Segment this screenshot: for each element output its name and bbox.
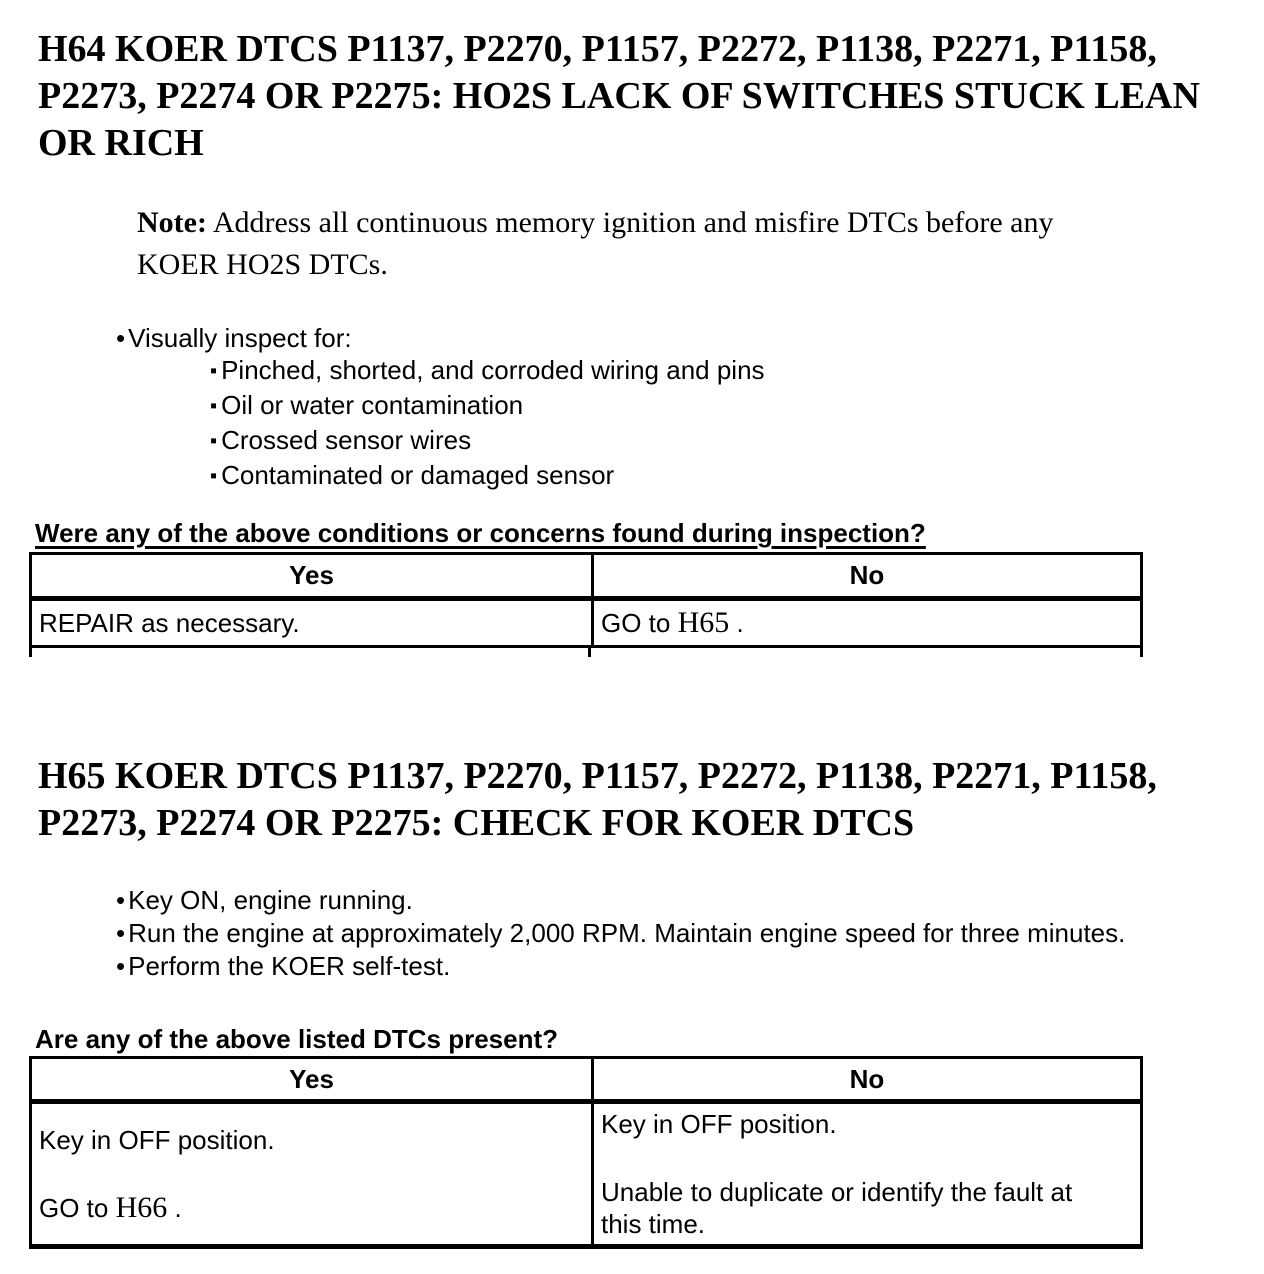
no-action-cell — [591, 1104, 1140, 1244]
bullet-icon: • — [116, 918, 126, 948]
square-bullet-icon: ▪ — [210, 395, 218, 417]
action-text: Unable to duplicate or identify the fault at this time. — [601, 1177, 1073, 1239]
table-border-stub — [29, 648, 32, 657]
table-header-row — [32, 1059, 1140, 1104]
period-text: . — [167, 1193, 182, 1223]
decision-table-h64 — [29, 552, 1143, 648]
action-text — [601, 607, 1133, 639]
list-item — [210, 354, 1256, 389]
koer-bullet-list — [116, 884, 1256, 983]
h66-link[interactable]: H66 — [115, 1191, 168, 1224]
section-h64-title — [38, 26, 1248, 167]
bullet-icon: • — [116, 885, 126, 915]
section-h65-title — [38, 753, 1248, 847]
list-item-text: Crossed sensor wires — [221, 425, 472, 455]
list-item-text: Perform the KOER self-test. — [128, 951, 451, 981]
period-text: . — [729, 608, 744, 638]
no-header-cell: No — [591, 555, 1140, 596]
list-item-text: Run the engine at approximately 2,000 RPM. Maintain engine speed for three minutes. — [128, 918, 1126, 948]
list-item-text: Visually inspect for: — [128, 323, 352, 353]
yes-header-cell: Yes — [289, 560, 334, 590]
list-item-text: Contaminated or damaged sensor — [221, 460, 615, 490]
title-line: H64 KOER DTCS P1137, P2270, P1157, P2272, P1138, P2271, P1158, — [38, 28, 1157, 70]
list-item-text: Oil or water contamination — [221, 390, 524, 420]
action-text: Key in OFF position. — [39, 1125, 275, 1155]
list-item — [116, 917, 1256, 950]
table-border-stub — [1140, 648, 1143, 657]
title-line: OR RICH — [38, 122, 204, 164]
list-item — [116, 950, 1256, 983]
inspection-bullet-list — [116, 322, 1256, 494]
list-item-text: Pinched, shorted, and corroded wiring and pins — [221, 355, 765, 385]
yes-header-cell: Yes — [289, 1063, 334, 1094]
action-text: REPAIR as necessary. — [39, 608, 300, 638]
bullet-icon: • — [116, 323, 126, 353]
decision-table-h65 — [29, 1056, 1143, 1249]
note-paragraph — [137, 202, 1177, 286]
title-line: H65 KOER DTCS P1137, P2270, P1157, P2272, P1138, P2271, P1158, — [38, 755, 1157, 797]
no-header-cell: No — [591, 1059, 1140, 1099]
square-bullet-icon: ▪ — [210, 360, 218, 382]
list-item — [210, 389, 1256, 424]
action-text: Key in OFF position. — [601, 1109, 837, 1139]
list-item-text: Key ON, engine running. — [128, 885, 413, 915]
yes-action-cell — [32, 1104, 591, 1244]
table-border-stub — [588, 648, 591, 657]
inspection-question: Were any of the above conditions or concerns found during inspection? — [35, 518, 926, 548]
square-bullet-icon: ▪ — [210, 430, 218, 452]
note-text: Address all continuous memory ignition and misfire DTCs before any — [206, 206, 1054, 239]
go-to-text: GO to — [39, 1193, 116, 1223]
bullet-icon: • — [116, 951, 126, 981]
yes-action-cell — [32, 601, 591, 645]
no-action-cell — [591, 601, 1140, 645]
h65-link[interactable]: H65 — [677, 606, 730, 639]
list-item — [116, 884, 1256, 917]
title-line: P2273, P2274 OR P2275: CHECK FOR KOER DTCS — [38, 802, 915, 844]
title-line: P2273, P2274 OR P2275: HO2S LACK OF SWITCHES STUCK LEAN — [38, 75, 1200, 117]
table-row — [32, 601, 1140, 645]
note-line: KOER HO2S DTCs. — [137, 248, 388, 281]
list-item — [116, 322, 1256, 354]
list-item — [210, 459, 1256, 494]
note-line — [137, 202, 1177, 244]
go-to-text: GO to — [601, 608, 678, 638]
table-header-row — [32, 555, 1140, 601]
dtc-question: Are any of the above listed DTCs present? — [35, 1024, 559, 1054]
table-row — [32, 1104, 1140, 1244]
note-label: Note: — [137, 206, 207, 239]
square-bullet-icon: ▪ — [210, 465, 218, 487]
action-text — [39, 1192, 584, 1224]
list-item — [210, 424, 1256, 459]
